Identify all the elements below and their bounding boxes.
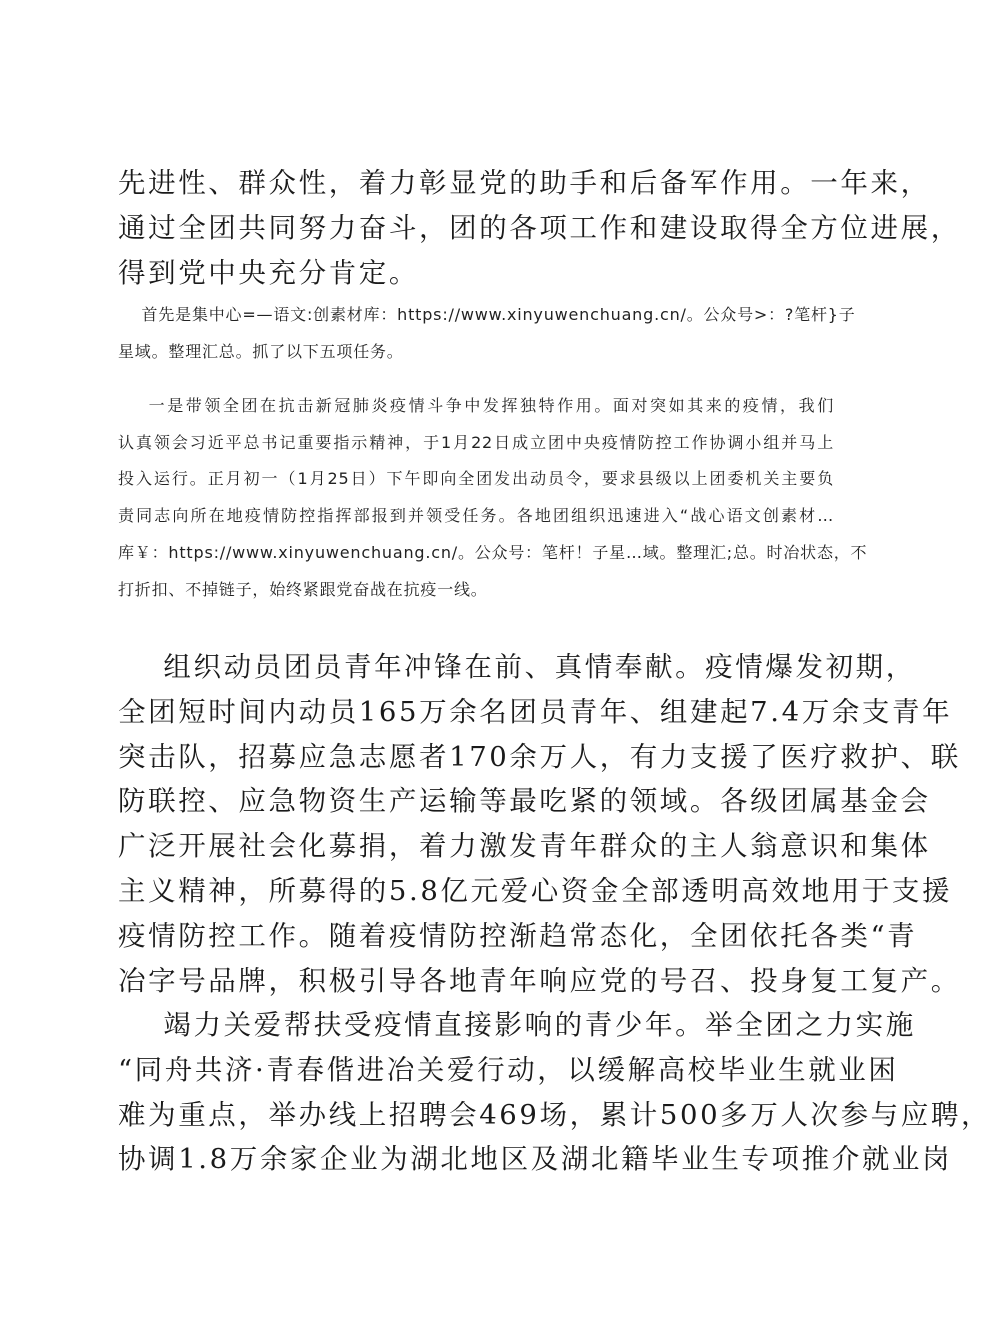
text-line: 星域。整理汇总。抓了以下五项任务。 xyxy=(118,341,404,361)
paragraph-task-one xyxy=(118,388,868,608)
text-line: 库￥：https://www.xinyuwenchuang.cn/。公众号：笔杆！子星…域。整理汇;总。时冶状态，不 xyxy=(118,542,868,562)
text-line: 突击队，招募应急志愿者170余万人，有力支援了医疗救护、联 xyxy=(118,740,961,773)
text-line: 责同志向所在地疫情防控指挥部报到并领受任务。各地团组织迅速进入“战心语文创素材… xyxy=(118,506,834,526)
paragraph-care-action xyxy=(118,1003,991,1182)
paragraph-summary xyxy=(118,297,856,370)
text-line: 投入运行。正月初一（1月25日）下午即向全团发出动员令，要求县级以上团委机关主要负 xyxy=(118,469,834,489)
text-line: 先进性、群众性，着力彰显党的助手和后备军作用。一年来， xyxy=(118,167,931,199)
text-line: 认真领会习近平总书记重要指示精神，于1月22日成立团中央疫情防控工作协调小组并马上 xyxy=(118,432,834,452)
text-line: 首先是集中心=—语文:创素材库：https://www.xinyuwenchuang.cn/。公众号>：?笔杆}子 xyxy=(118,305,856,324)
text-line: 通过全团共同努力奋斗，团的各项工作和建设取得全方位进展， xyxy=(118,211,961,244)
text-line: 疫情防控工作。随着疫情防控渐趋常态化，全团依托各类“青 xyxy=(118,919,918,952)
text-line: 主义精神，所募得的5.8亿元爱心资金全部透明高效地用于支援 xyxy=(118,874,953,907)
text-line: 冶字号品牌，积极引导各地青年响应党的号召、投身复工复产。 xyxy=(118,964,961,997)
text-line: 打折扣、不掉链子，始终紧跟党奋战在抗疫一线。 xyxy=(118,579,488,599)
text-line: 一是带领全团在抗击新冠肺炎疫情斗争中发挥独特作用。面对突如其来的疫情，我们 xyxy=(118,396,834,415)
text-line: 难为重点，举办线上招聘会469场，累计500多万人次参与应聘， xyxy=(118,1098,991,1131)
text-line: 广泛开展社会化募捐，着力激发青年群众的主人翁意识和集体 xyxy=(118,830,931,863)
text-line: 得到党中央充分肯定。 xyxy=(118,256,419,289)
paragraph-continuation xyxy=(118,161,961,295)
paragraph-mobilization xyxy=(118,645,961,1003)
text-line: 全团短时间内动员165万余名团员青年、组建起7.4万余支青年 xyxy=(118,695,953,728)
text-line: 竭力关爱帮扶受疫情直接影响的青少年。举全团之力实施 xyxy=(118,1009,916,1041)
text-line: 组织动员团员青年冲锋在前、真情奉献。疫情爆发初期， xyxy=(118,651,916,683)
text-line: 协调1.8万余家企业为湖北地区及湖北籍毕业生专项推介就业岗 xyxy=(118,1143,953,1176)
text-line: “同舟共济·青春偕进冶关爱行动，以缓解高校毕业生就业困 xyxy=(118,1053,899,1086)
text-line: 防联控、应急物资生产运输等最吃紧的领域。各级团属基金会 xyxy=(118,785,931,818)
